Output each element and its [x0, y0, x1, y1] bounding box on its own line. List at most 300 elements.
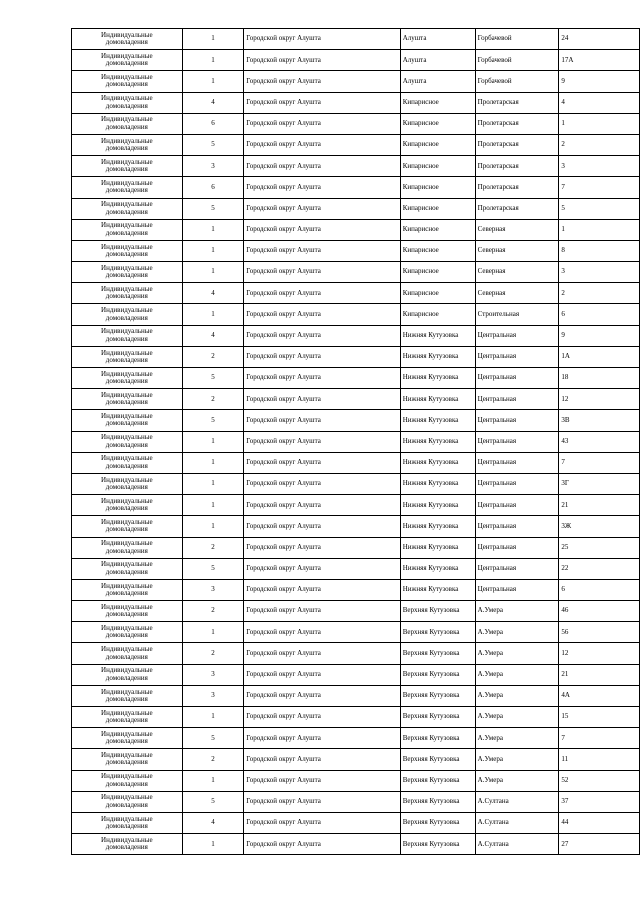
- household-count-cell: 2: [182, 346, 244, 367]
- housing-type-line1: Индивидуальные: [101, 602, 153, 611]
- municipality-cell: Городской округ Алушта: [244, 219, 400, 240]
- housing-type-line2: домовладения: [105, 165, 148, 174]
- house-number-cell: 25: [559, 537, 640, 558]
- house-number-cell: 7: [559, 177, 640, 198]
- house-number-cell: 1А: [559, 346, 640, 367]
- house-number-cell: 9: [559, 325, 640, 346]
- locality-cell: Нижняя Кутузовка: [400, 473, 475, 494]
- municipality-cell: Городской округ Алушта: [244, 389, 400, 410]
- household-count-cell: 1: [182, 71, 244, 92]
- housing-type-line2: домовладения: [105, 567, 148, 576]
- housing-type-line1: Индивидуальные: [101, 666, 153, 675]
- housing-type-cell: [72, 685, 183, 706]
- household-count-cell: 3: [182, 685, 244, 706]
- household-count-cell: 2: [182, 537, 244, 558]
- street-cell: Пролетарская: [475, 198, 559, 219]
- municipality-cell: Городской округ Алушта: [244, 473, 400, 494]
- house-number-cell: 27: [559, 834, 640, 855]
- locality-cell: Кипарисное: [400, 262, 475, 283]
- household-count-cell: 5: [182, 410, 244, 431]
- housing-type-line1: Индивидуальные: [101, 306, 153, 315]
- table-row: [72, 113, 640, 134]
- municipality-cell: Городской округ Алушта: [244, 452, 400, 473]
- housing-type-line2: домовладения: [105, 737, 148, 746]
- housing-type-line1: Индивидуальные: [101, 221, 153, 230]
- table-row: [72, 728, 640, 749]
- housing-type-line1: Индивидуальные: [101, 179, 153, 187]
- locality-cell: Верхняя Кутузовка: [400, 728, 475, 749]
- housing-type-line1: Индивидуальные: [101, 242, 153, 251]
- locality-cell: Кипарисное: [400, 240, 475, 261]
- housing-type-line1: Индивидуальные: [101, 496, 153, 505]
- table-row: [72, 516, 640, 537]
- housing-type-cell: [72, 558, 183, 579]
- house-number-cell: 3Ж: [559, 516, 640, 537]
- street-cell: Северная: [475, 283, 559, 304]
- street-cell: А.Умера: [475, 685, 559, 706]
- housing-type-line2: домовладения: [105, 779, 148, 788]
- housing-type-cell: [72, 219, 183, 240]
- household-count-cell: 1: [182, 304, 244, 325]
- housing-type-line2: домовладения: [105, 800, 148, 809]
- street-cell: Центральная: [475, 389, 559, 410]
- house-number-cell: 12: [559, 643, 640, 664]
- household-count-cell: 5: [182, 558, 244, 579]
- address-table: [71, 28, 640, 855]
- street-cell: Пролетарская: [475, 134, 559, 155]
- household-count-cell: 5: [182, 134, 244, 155]
- housing-type-line2: домовладения: [105, 652, 148, 661]
- house-number-cell: 11: [559, 749, 640, 770]
- street-cell: А.Умера: [475, 749, 559, 770]
- street-cell: Горбачевой: [475, 71, 559, 92]
- housing-type-cell: [72, 516, 183, 537]
- household-count-cell: 3: [182, 156, 244, 177]
- housing-type-line2: домовладения: [105, 461, 148, 470]
- municipality-cell: Городской округ Алушта: [244, 368, 400, 389]
- table-row: [72, 325, 640, 346]
- locality-cell: Нижняя Кутузовка: [400, 537, 475, 558]
- locality-cell: Алушта: [400, 71, 475, 92]
- housing-type-line1: Индивидуальные: [101, 157, 153, 166]
- housing-type-line2: домовладения: [105, 758, 148, 767]
- housing-type-cell: [72, 198, 183, 219]
- housing-type-line1: Индивидуальные: [101, 136, 153, 145]
- house-number-cell: 18: [559, 368, 640, 389]
- housing-type-line2: домовладения: [105, 398, 148, 407]
- housing-type-line2: домовладения: [105, 355, 148, 364]
- housing-type-line2: домовладения: [105, 186, 148, 195]
- housing-type-line2: домовладения: [105, 334, 148, 343]
- municipality-cell: Городской округ Алушта: [244, 346, 400, 367]
- house-number-cell: 1: [559, 113, 640, 134]
- municipality-cell: Городской округ Алушта: [244, 812, 400, 833]
- locality-cell: Нижняя Кутузовка: [400, 431, 475, 452]
- locality-cell: Нижняя Кутузовка: [400, 516, 475, 537]
- street-cell: Горбачевой: [475, 29, 559, 50]
- locality-cell: Нижняя Кутузовка: [400, 558, 475, 579]
- locality-cell: Кипарисное: [400, 134, 475, 155]
- table-row: [72, 643, 640, 664]
- house-number-cell: 15: [559, 707, 640, 728]
- housing-type-cell: [72, 134, 183, 155]
- table-row: [72, 664, 640, 685]
- municipality-cell: Городской округ Алушта: [244, 728, 400, 749]
- housing-type-line1: Индивидуальные: [101, 623, 153, 632]
- housing-type-line1: Индивидуальные: [101, 835, 153, 844]
- municipality-cell: Городской округ Алушта: [244, 516, 400, 537]
- house-number-cell: 4А: [559, 685, 640, 706]
- housing-type-line1: Индивидуальные: [101, 475, 153, 484]
- municipality-cell: Городской округ Алушта: [244, 834, 400, 855]
- housing-type-line2: домовладения: [105, 610, 148, 619]
- street-cell: А.Умера: [475, 601, 559, 622]
- household-count-cell: 5: [182, 198, 244, 219]
- municipality-cell: Городской округ Алушта: [244, 558, 400, 579]
- house-number-cell: 8: [559, 240, 640, 261]
- housing-type-cell: [72, 71, 183, 92]
- housing-type-line2: домовладения: [105, 271, 148, 280]
- housing-type-line1: Индивидуальные: [101, 454, 153, 463]
- locality-cell: Нижняя Кутузовка: [400, 410, 475, 431]
- house-number-cell: 6: [559, 579, 640, 600]
- housing-type-line2: домовладения: [105, 249, 148, 258]
- house-number-cell: 43: [559, 431, 640, 452]
- household-count-cell: 3: [182, 579, 244, 600]
- house-number-cell: 22: [559, 558, 640, 579]
- locality-cell: Верхняя Кутузовка: [400, 664, 475, 685]
- street-cell: Горбачевой: [475, 50, 559, 71]
- street-cell: Центральная: [475, 325, 559, 346]
- housing-type-line2: домовладения: [105, 631, 148, 640]
- housing-type-line1: Индивидуальные: [101, 284, 153, 293]
- housing-type-cell: [72, 113, 183, 134]
- house-number-cell: 21: [559, 664, 640, 685]
- house-number-cell: 12: [559, 389, 640, 410]
- locality-cell: Нижняя Кутузовка: [400, 325, 475, 346]
- table-row: [72, 707, 640, 728]
- housing-type-line2: домовладения: [105, 80, 148, 89]
- street-cell: А.Султана: [475, 791, 559, 812]
- locality-cell: Нижняя Кутузовка: [400, 368, 475, 389]
- house-number-cell: 37: [559, 791, 640, 812]
- municipality-cell: Городской округ Алушта: [244, 707, 400, 728]
- housing-type-cell: [72, 622, 183, 643]
- household-count-cell: 2: [182, 389, 244, 410]
- household-count-cell: 1: [182, 431, 244, 452]
- housing-type-line2: домовладения: [105, 822, 148, 831]
- household-count-cell: 2: [182, 643, 244, 664]
- household-count-cell: 1: [182, 707, 244, 728]
- locality-cell: Верхняя Кутузовка: [400, 643, 475, 664]
- municipality-cell: Городской округ Алушта: [244, 71, 400, 92]
- table-row: [72, 304, 640, 325]
- housing-type-line2: домовладения: [105, 122, 148, 131]
- housing-type-line2: домовладения: [105, 101, 148, 110]
- housing-type-cell: [72, 728, 183, 749]
- municipality-cell: Городской округ Алушта: [244, 177, 400, 198]
- table-row: [72, 283, 640, 304]
- locality-cell: Кипарисное: [400, 198, 475, 219]
- table-row: [72, 431, 640, 452]
- housing-type-line2: домовладения: [105, 483, 148, 492]
- housing-type-line2: домовладения: [105, 440, 148, 449]
- street-cell: Пролетарская: [475, 92, 559, 113]
- table-row: [72, 410, 640, 431]
- table-row: [72, 473, 640, 494]
- street-cell: А.Умера: [475, 770, 559, 791]
- housing-type-line1: Индивидуальные: [101, 793, 153, 802]
- locality-cell: Кипарисное: [400, 283, 475, 304]
- household-count-cell: 5: [182, 791, 244, 812]
- street-cell: А.Султана: [475, 812, 559, 833]
- housing-type-cell: [72, 410, 183, 431]
- house-number-cell: 44: [559, 812, 640, 833]
- housing-type-cell: [72, 601, 183, 622]
- municipality-cell: Городской округ Алушта: [244, 685, 400, 706]
- municipality-cell: Городской округ Алушта: [244, 601, 400, 622]
- household-count-cell: 3: [182, 664, 244, 685]
- street-cell: Центральная: [475, 431, 559, 452]
- housing-type-line1: Индивидуальные: [101, 73, 153, 82]
- housing-type-cell: [72, 389, 183, 410]
- housing-type-cell: [72, 495, 183, 516]
- municipality-cell: Городской округ Алушта: [244, 92, 400, 113]
- household-count-cell: 6: [182, 113, 244, 134]
- house-number-cell: 6: [559, 304, 640, 325]
- table-row: [72, 134, 640, 155]
- street-cell: Центральная: [475, 452, 559, 473]
- housing-type-cell: [72, 29, 183, 50]
- housing-type-line1: Индивидуальные: [101, 390, 153, 399]
- municipality-cell: Городской округ Алушта: [244, 240, 400, 261]
- table-row: [72, 346, 640, 367]
- locality-cell: Нижняя Кутузовка: [400, 452, 475, 473]
- street-cell: Центральная: [475, 368, 559, 389]
- street-cell: Северная: [475, 240, 559, 261]
- municipality-cell: Городской округ Алушта: [244, 262, 400, 283]
- table-row: [72, 177, 640, 198]
- municipality-cell: Городской округ Алушта: [244, 664, 400, 685]
- locality-cell: Верхняя Кутузовка: [400, 749, 475, 770]
- house-number-cell: 24: [559, 29, 640, 50]
- housing-type-line1: Индивидуальные: [101, 412, 153, 421]
- housing-type-cell: [72, 749, 183, 770]
- household-count-cell: 4: [182, 325, 244, 346]
- municipality-cell: Городской округ Алушта: [244, 749, 400, 770]
- house-number-cell: 5: [559, 198, 640, 219]
- house-number-cell: 1: [559, 219, 640, 240]
- municipality-cell: Городской округ Алушта: [244, 29, 400, 50]
- household-count-cell: 4: [182, 92, 244, 113]
- municipality-cell: Городской округ Алушта: [244, 156, 400, 177]
- housing-type-line1: Индивидуальные: [101, 263, 153, 272]
- locality-cell: Кипарисное: [400, 113, 475, 134]
- locality-cell: Верхняя Кутузовка: [400, 601, 475, 622]
- housing-type-line2: домовладения: [105, 546, 148, 555]
- housing-type-cell: [72, 664, 183, 685]
- housing-type-line1: Индивидуальные: [101, 772, 153, 781]
- street-cell: Центральная: [475, 516, 559, 537]
- street-cell: Центральная: [475, 558, 559, 579]
- household-count-cell: 1: [182, 219, 244, 240]
- locality-cell: Нижняя Кутузовка: [400, 495, 475, 516]
- housing-type-line1: Индивидуальные: [101, 94, 153, 103]
- table-row: [72, 495, 640, 516]
- housing-type-cell: [72, 368, 183, 389]
- household-count-cell: 6: [182, 177, 244, 198]
- locality-cell: Верхняя Кутузовка: [400, 707, 475, 728]
- house-number-cell: 17А: [559, 50, 640, 71]
- housing-type-cell: [72, 431, 183, 452]
- address-table-body: [72, 29, 640, 855]
- street-cell: Центральная: [475, 410, 559, 431]
- table-row: [72, 749, 640, 770]
- household-count-cell: 1: [182, 834, 244, 855]
- housing-type-line1: Индивидуальные: [101, 348, 153, 357]
- housing-type-cell: [72, 707, 183, 728]
- household-count-cell: 1: [182, 770, 244, 791]
- locality-cell: Нижняя Кутузовка: [400, 346, 475, 367]
- table-row: [72, 537, 640, 558]
- locality-cell: Кипарисное: [400, 219, 475, 240]
- housing-type-cell: [72, 262, 183, 283]
- house-number-cell: 9: [559, 71, 640, 92]
- housing-type-line2: домовладения: [105, 228, 148, 237]
- household-count-cell: 1: [182, 50, 244, 71]
- housing-type-cell: [72, 579, 183, 600]
- household-count-cell: 1: [182, 516, 244, 537]
- house-number-cell: 3В: [559, 410, 640, 431]
- housing-type-cell: [72, 346, 183, 367]
- municipality-cell: Городской округ Алушта: [244, 198, 400, 219]
- household-count-cell: 4: [182, 283, 244, 304]
- table-row: [72, 198, 640, 219]
- municipality-cell: Городской округ Алушта: [244, 622, 400, 643]
- house-number-cell: 46: [559, 601, 640, 622]
- municipality-cell: Городской округ Алушта: [244, 113, 400, 134]
- household-count-cell: 1: [182, 262, 244, 283]
- housing-type-cell: [72, 156, 183, 177]
- housing-type-line1: Индивидуальные: [101, 687, 153, 696]
- housing-type-line1: Индивидуальные: [101, 369, 153, 378]
- housing-type-line2: домовладения: [105, 588, 148, 597]
- housing-type-line2: домовладения: [105, 292, 148, 301]
- housing-type-cell: [72, 92, 183, 113]
- table-row: [72, 29, 640, 50]
- locality-cell: Верхняя Кутузовка: [400, 770, 475, 791]
- municipality-cell: Городской округ Алушта: [244, 134, 400, 155]
- household-count-cell: 5: [182, 728, 244, 749]
- table-row: [72, 368, 640, 389]
- household-count-cell: 1: [182, 495, 244, 516]
- housing-type-line2: домовладения: [105, 673, 148, 682]
- house-number-cell: 2: [559, 134, 640, 155]
- housing-type-line1: Индивидуальные: [101, 51, 153, 60]
- table-row: [72, 389, 640, 410]
- table-row: [72, 452, 640, 473]
- housing-type-line2: домовладения: [105, 419, 148, 428]
- table-row: [72, 262, 640, 283]
- housing-type-line1: Индивидуальные: [101, 115, 153, 124]
- household-count-cell: 1: [182, 622, 244, 643]
- locality-cell: Кипарисное: [400, 156, 475, 177]
- housing-type-cell: [72, 812, 183, 833]
- locality-cell: Нижняя Кутузовка: [400, 579, 475, 600]
- street-cell: Центральная: [475, 579, 559, 600]
- locality-cell: Кипарисное: [400, 304, 475, 325]
- housing-type-line2: домовладения: [105, 843, 148, 852]
- housing-type-line1: Индивидуальные: [101, 708, 153, 717]
- housing-type-line1: Индивидуальные: [101, 327, 153, 336]
- housing-type-line1: Индивидуальные: [101, 645, 153, 654]
- house-number-cell: 21: [559, 495, 640, 516]
- locality-cell: Кипарисное: [400, 177, 475, 198]
- household-count-cell: 1: [182, 240, 244, 261]
- house-number-cell: 3Г: [559, 473, 640, 494]
- table-row: [72, 791, 640, 812]
- table-row: [72, 601, 640, 622]
- locality-cell: Алушта: [400, 29, 475, 50]
- municipality-cell: Городской округ Алушта: [244, 495, 400, 516]
- house-number-cell: 7: [559, 452, 640, 473]
- street-cell: А.Умера: [475, 622, 559, 643]
- house-number-cell: 2: [559, 283, 640, 304]
- municipality-cell: Городской округ Алушта: [244, 431, 400, 452]
- municipality-cell: Городской округ Алушта: [244, 770, 400, 791]
- street-cell: Северная: [475, 262, 559, 283]
- street-cell: Центральная: [475, 346, 559, 367]
- table-row: [72, 622, 640, 643]
- street-cell: Центральная: [475, 495, 559, 516]
- table-row: [72, 156, 640, 177]
- municipality-cell: Городской округ Алушта: [244, 283, 400, 304]
- housing-type-cell: [72, 791, 183, 812]
- housing-type-line2: домовладения: [105, 694, 148, 703]
- housing-type-line2: домовладения: [105, 504, 148, 513]
- table-row: [72, 219, 640, 240]
- housing-type-line1: Индивидуальные: [101, 30, 153, 39]
- household-count-cell: 1: [182, 473, 244, 494]
- municipality-cell: Городской округ Алушта: [244, 50, 400, 71]
- housing-type-line1: Индивидуальные: [101, 751, 153, 760]
- street-cell: А.Умера: [475, 707, 559, 728]
- municipality-cell: Городской округ Алушта: [244, 791, 400, 812]
- municipality-cell: Городской округ Алушта: [244, 643, 400, 664]
- municipality-cell: Городской округ Алушта: [244, 325, 400, 346]
- housing-type-line1: Индивидуальные: [101, 729, 153, 738]
- municipality-cell: Городской округ Алушта: [244, 579, 400, 600]
- document-page: [71, 28, 640, 855]
- table-row: [72, 834, 640, 855]
- house-number-cell: 56: [559, 622, 640, 643]
- housing-type-line1: Индивидуальные: [101, 814, 153, 823]
- street-cell: А.Султана: [475, 834, 559, 855]
- street-cell: А.Умера: [475, 728, 559, 749]
- locality-cell: Верхняя Кутузовка: [400, 812, 475, 833]
- house-number-cell: 7: [559, 728, 640, 749]
- house-number-cell: 4: [559, 92, 640, 113]
- housing-type-line1: Индивидуальные: [101, 560, 153, 569]
- household-count-cell: 5: [182, 368, 244, 389]
- table-row: [72, 92, 640, 113]
- housing-type-cell: [72, 325, 183, 346]
- table-row: [72, 240, 640, 261]
- housing-type-cell: [72, 770, 183, 791]
- locality-cell: Верхняя Кутузовка: [400, 622, 475, 643]
- household-count-cell: 2: [182, 601, 244, 622]
- table-row: [72, 50, 640, 71]
